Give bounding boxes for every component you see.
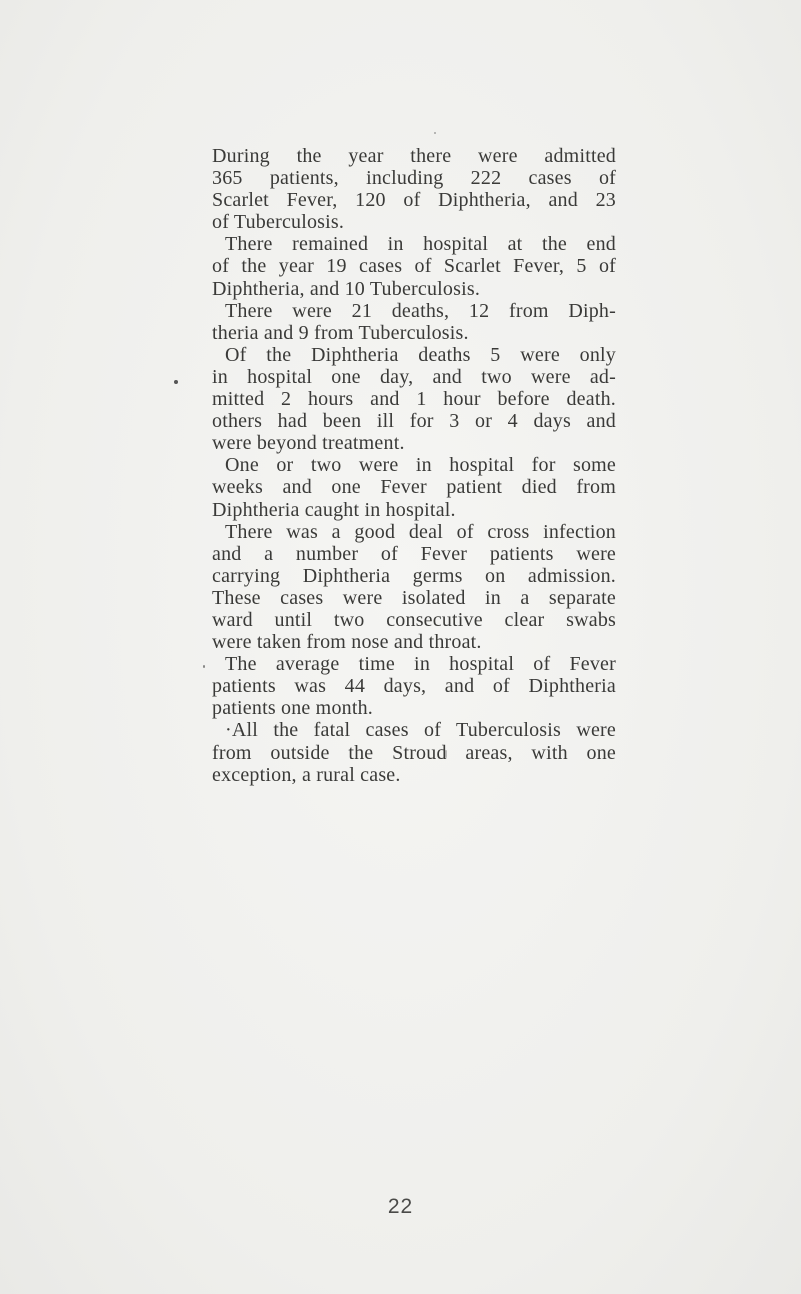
body-text — [212, 145, 616, 786]
text-line: There remained in hospital at the end — [225, 233, 616, 256]
text-line: There were 21 deaths, 12 from Diph- — [225, 299, 616, 322]
text-line: patients one month. — [212, 697, 373, 720]
ink-speck — [445, 750, 447, 758]
text-line: of the year 19 cases of Scarlet Fever, 5 of — [212, 255, 616, 278]
text-line: mitted 2 hours and 1 hour before death. — [212, 388, 616, 411]
page-number: 22 — [387, 1195, 414, 1218]
text-line: of Tuberculosis. — [212, 211, 345, 234]
text-line: 365 patients, including 222 cases of — [212, 167, 616, 190]
text-line: others had been ill for 3 or 4 days and — [212, 410, 616, 433]
text-line: One or two were in hospital for some — [225, 454, 616, 477]
text-line: were beyond treatment. — [212, 432, 405, 455]
text-line: There was a good deal of cross infection — [225, 520, 616, 543]
text-line: These cases were isolated in a separate — [212, 586, 616, 609]
text-line: Of the Diphtheria deaths 5 were only — [225, 343, 616, 366]
text-line: ·All the fatal cases of Tuberculosis were — [225, 719, 616, 742]
text-line: The average time in hospital of Fever — [225, 653, 616, 676]
text-line: in hospital one day, and two were ad- — [212, 365, 616, 388]
text-line: ward until two consecutive clear swabs — [212, 608, 616, 631]
text-line: theria and 9 from Tuberculosis. — [212, 321, 469, 344]
text-line: carrying Diphtheria germs on admission. — [212, 564, 616, 587]
text-line: Diphtheria caught in hospital. — [212, 498, 456, 521]
ink-speck — [434, 132, 436, 134]
text-line: from outside the Stroud areas, with one — [212, 741, 616, 764]
text-line: Scarlet Fever, 120 of Diphtheria, and 23 — [212, 189, 616, 212]
text-line: During the year there were admitted — [212, 145, 616, 167]
text-line: and a number of Fever patients were — [212, 542, 616, 565]
ink-speck — [203, 665, 205, 668]
text-line: were taken from nose and throat. — [212, 631, 482, 654]
ink-speck — [174, 380, 178, 384]
text-line: Diphtheria, and 10 Tuberculosis. — [212, 277, 481, 300]
text-line: patients was 44 days, and of Diphtheria — [212, 675, 616, 698]
text-line: exception, a rural case. — [212, 763, 401, 786]
text-line: weeks and one Fever patient died from — [212, 476, 616, 499]
